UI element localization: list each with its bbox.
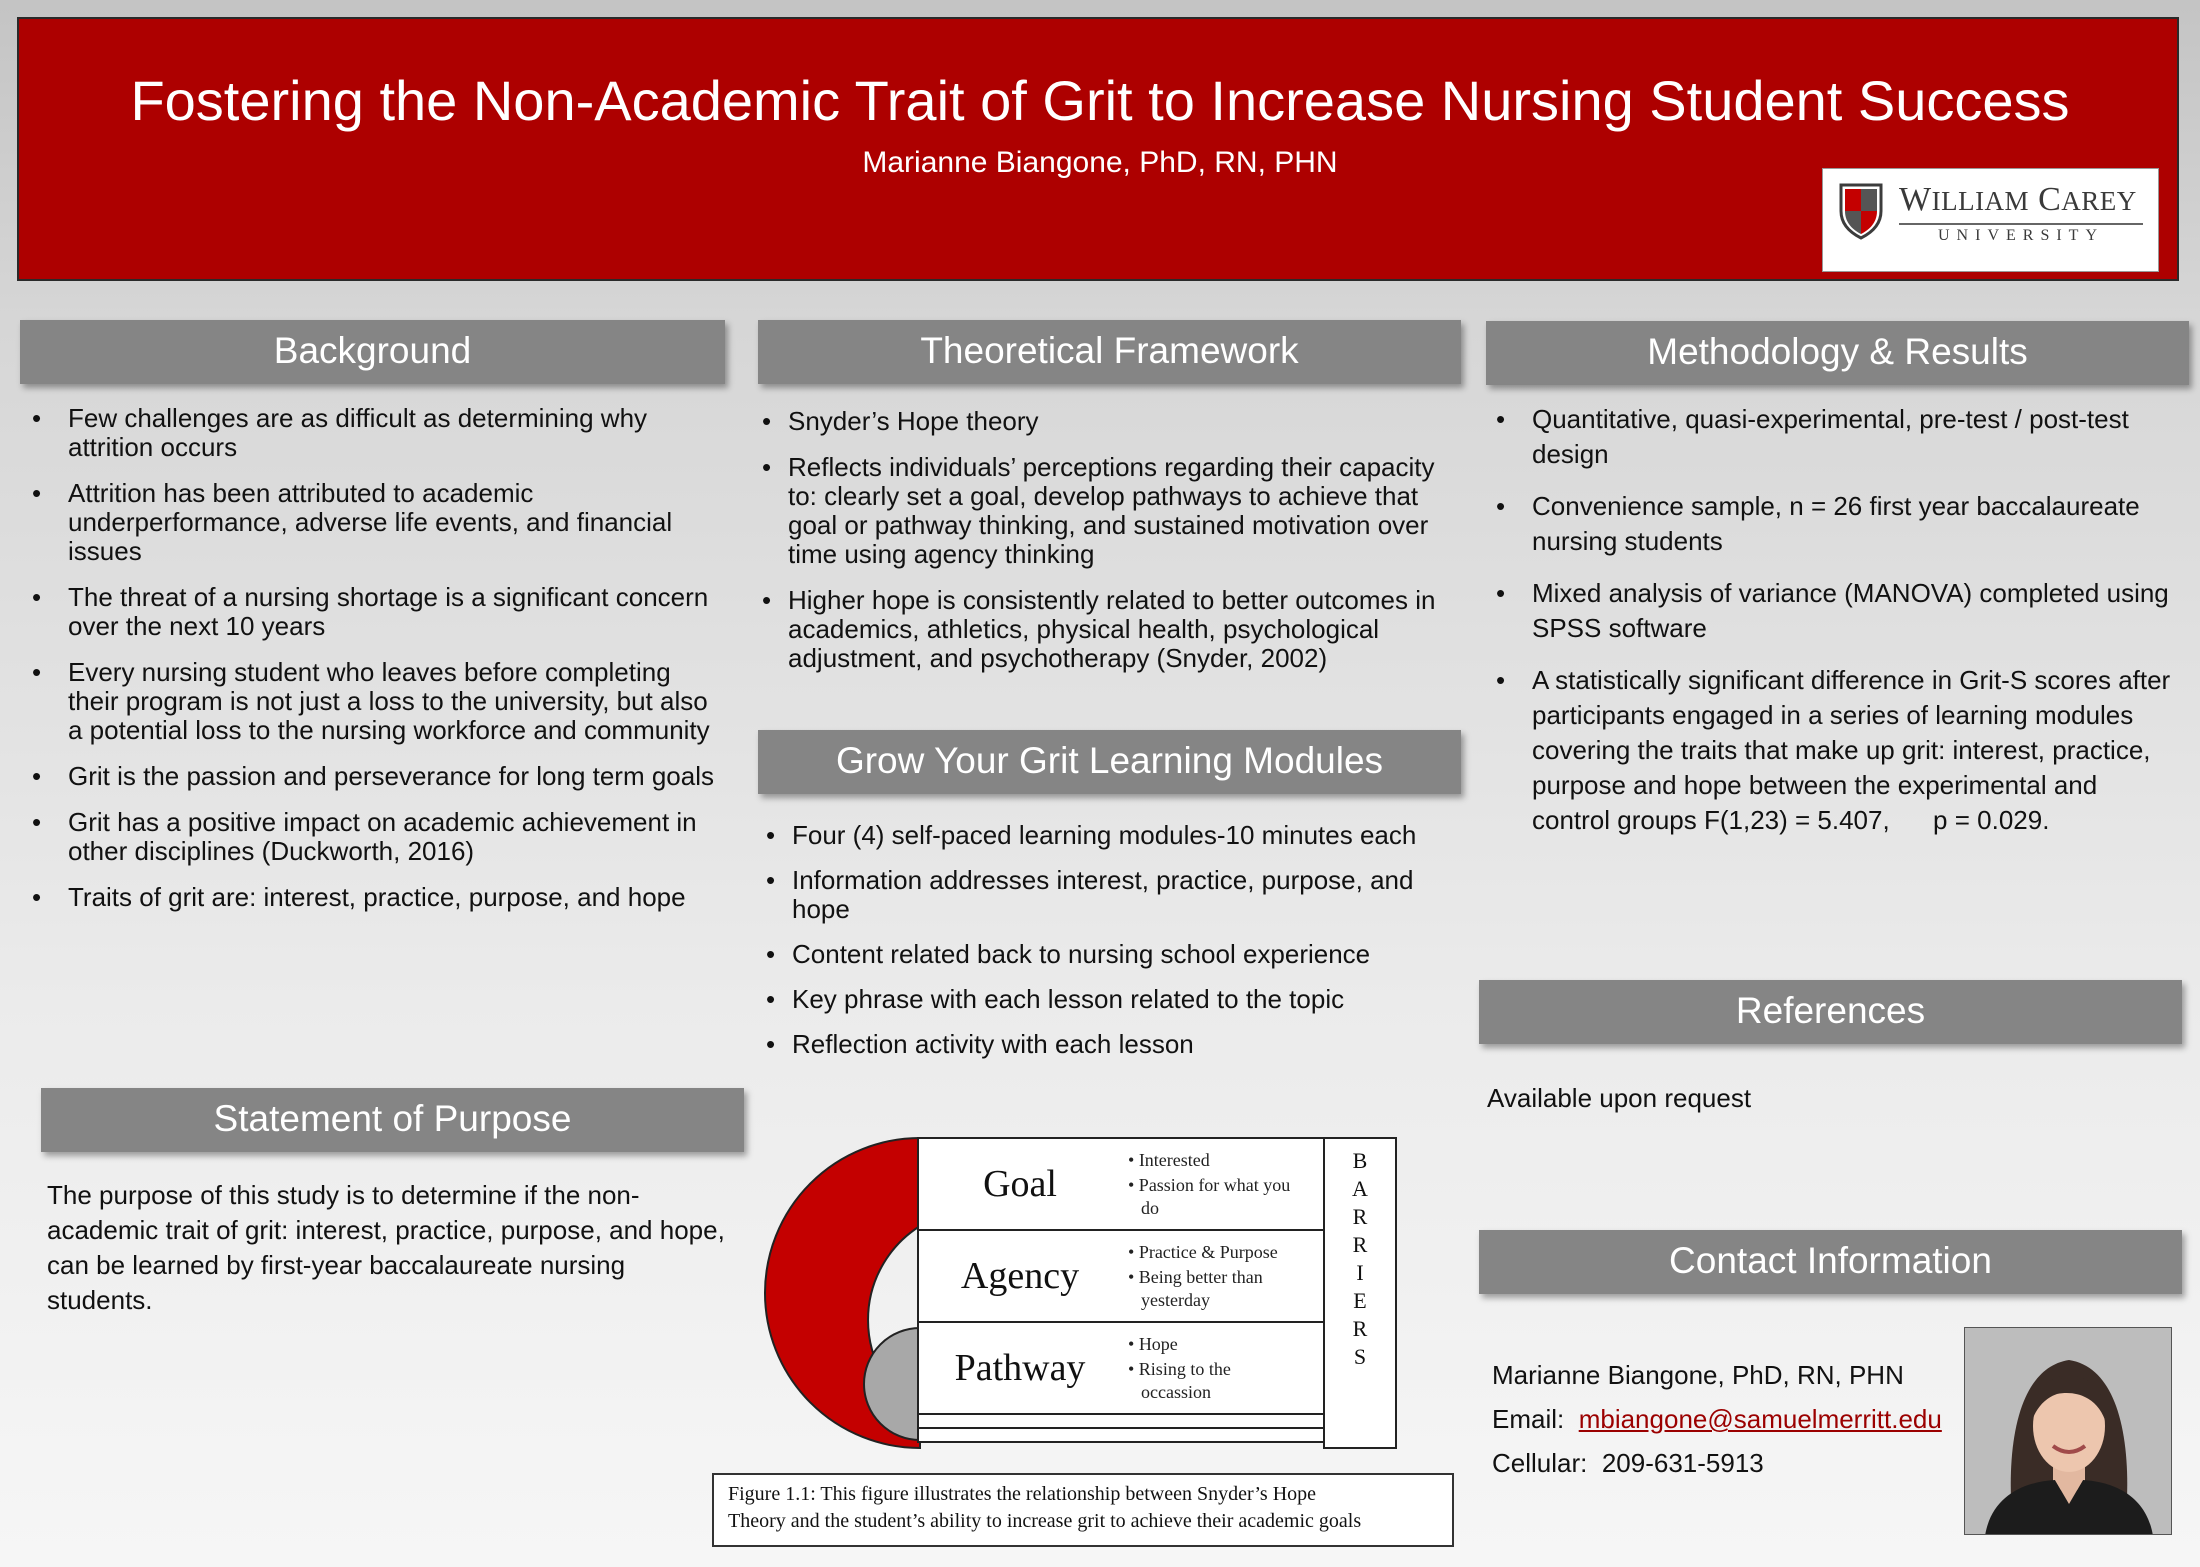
diagram-bullet: • Being better than [1128, 1267, 1263, 1287]
poster-title: Fostering the Non-Academic Trait of Grit to Increase Nursing Student Success [130, 69, 2070, 132]
barriers-letter: A [1352, 1176, 1368, 1201]
base-row-1 [918, 1414, 1324, 1428]
hope-theory-diagram [760, 1130, 1410, 1460]
agency-label: Agency [960, 1255, 1080, 1297]
base-row-2 [918, 1428, 1324, 1442]
modules-list [758, 821, 1448, 1059]
barriers-letter: B [1352, 1148, 1368, 1173]
framework-list [754, 407, 1444, 673]
diagram-bullet: • Hope [1128, 1334, 1178, 1354]
logo-subtitle: UNIVERSITY [1938, 227, 2104, 244]
diagram-bullet-cont: do [1141, 1198, 1159, 1218]
list-item: • Content related back to nursing school experience [758, 940, 1448, 969]
logo-divider [1899, 223, 2143, 225]
barriers-letter: S [1353, 1344, 1367, 1369]
methods-heading: Methodology & Results [1486, 321, 2189, 385]
list-item: • Grit has a positive impact on academic achievement in other disciplines (Duckworth, 2016) [24, 808, 714, 866]
purpose-text: The purpose of this study is to determine if the non-academic trait of grit: interest, practice, purpose, and hope, can be learned by first-year baccalaureate nursing students. [47, 1180, 725, 1315]
diagram-bullet: • Interested [1128, 1150, 1210, 1170]
background-list [24, 404, 714, 912]
caption-line: Figure 1.1: This figure illustrates the relationship between Snyder’s Hope [728, 1483, 1317, 1505]
barriers-letter: R [1352, 1232, 1368, 1257]
contact-email-row [1492, 1404, 1942, 1435]
university-logo [1822, 168, 2159, 272]
goal-label: Goal [983, 1163, 1057, 1205]
author-photo [1964, 1327, 2172, 1535]
references-text: Available upon request [1487, 1083, 1752, 1113]
list-item: • Key phrase with each lesson related to the topic [758, 985, 1448, 1014]
pathway-label: Pathway [954, 1347, 1086, 1389]
list-item: • Four (4) self-paced learning modules-10 minutes each [758, 821, 1448, 850]
list-item: • Higher hope is consistently related to better outcomes in academics, athletics, physical health, psychological adjustment, and psychotherapy (Snyder, 2002) [754, 586, 1444, 673]
diagram-bullet: • Passion for what you [1128, 1175, 1291, 1195]
list-item: • Reflects individuals’ perceptions regarding their capacity to: clearly set a goal, develop pathways to achieve that goal or pathway thinking, and sustained motivation over time using agency thinking [754, 453, 1444, 569]
list-item: • A statistically significant difference in Grit-S scores after participants engaged in a series of learning modules covering the traits that make up grit: interest, practice, purpose and hope between the experimental and control groups F(1,23) = 5.407, p = 0.029. [1488, 663, 2178, 838]
barriers-letter: R [1352, 1316, 1368, 1341]
contact-cell-row [1492, 1448, 1764, 1479]
contact-heading: Contact Information [1479, 1230, 2182, 1294]
cell-number: 209-631-5913 [1601, 1448, 1764, 1478]
framework-heading: Theoretical Framework [758, 320, 1461, 384]
diagram-bullet-cont: yesterday [1141, 1290, 1210, 1310]
list-item: • Grit is the passion and perseverance for long term goals [24, 762, 714, 791]
logo-wordmark: WILLIAM CAREY [1899, 181, 2137, 218]
barriers-letter: I [1356, 1260, 1364, 1285]
list-item: • Few challenges are as difficult as determining why attrition occurs [24, 404, 714, 462]
shield-icon [1837, 181, 1885, 241]
list-item: • Quantitative, quasi-experimental, pre-test / post-test design [1488, 402, 2178, 472]
cell-label: Cellular: [1492, 1448, 1588, 1478]
list-item: • Information addresses interest, practice, purpose, and hope [758, 866, 1448, 924]
list-item: • Convenience sample, n = 26 first year baccalaureate nursing students [1488, 489, 2178, 559]
list-item: • Mixed analysis of variance (MANOVA) completed using SPSS software [1488, 576, 2178, 646]
poster-author: Marianne Biangone, PhD, RN, PHN [862, 146, 1338, 179]
email-label: Email: [1492, 1404, 1565, 1434]
list-item: • Reflection activity with each lesson [758, 1030, 1448, 1059]
methods-list [1488, 402, 2178, 838]
barriers-letter: E [1353, 1288, 1367, 1313]
background-heading: Background [20, 320, 725, 384]
diagram-bullet-cont: occassion [1141, 1382, 1211, 1402]
email-link[interactable]: mbiangone@samuelmerritt.edu [1578, 1404, 1942, 1434]
diagram-bullet: • Rising to the [1128, 1359, 1231, 1379]
barriers-letter: R [1352, 1204, 1368, 1229]
purpose-heading: Statement of Purpose [41, 1088, 744, 1152]
diagram-bullet: • Practice & Purpose [1128, 1242, 1278, 1262]
caption-line: Theory and the student’s ability to increase grit to achieve their academic goals [728, 1510, 1362, 1532]
contact-name: Marianne Biangone, PhD, RN, PHN [1492, 1360, 1904, 1390]
list-item: • Traits of grit are: interest, practice, purpose, and hope [24, 883, 714, 912]
figure-caption [712, 1473, 1454, 1547]
list-item: • Snyder’s Hope theory [754, 407, 1444, 436]
list-item: • The threat of a nursing shortage is a significant concern over the next 10 years [24, 583, 714, 641]
references-heading: References [1479, 980, 2182, 1044]
list-item: • Every nursing student who leaves before completing their program is not just a loss to the university, but also a potential loss to the nursing workforce and community [24, 658, 714, 745]
portrait-icon [1965, 1328, 2172, 1535]
list-item: • Attrition has been attributed to academic underperformance, adverse life events, and financial issues [24, 479, 714, 566]
modules-heading: Grow Your Grit Learning Modules [758, 730, 1461, 794]
